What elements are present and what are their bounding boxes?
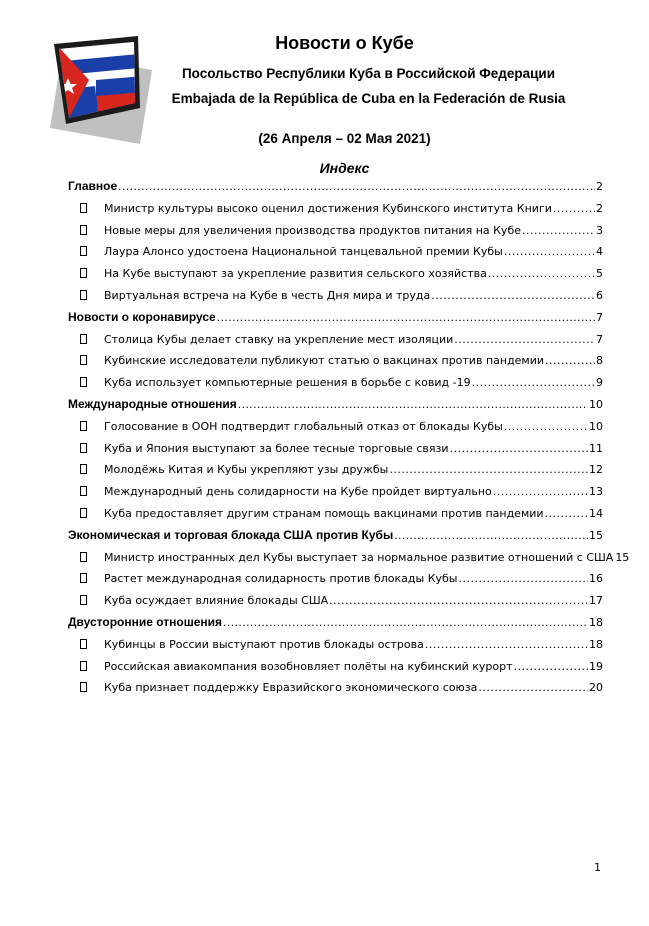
toc-item[interactable] — [68, 634, 603, 656]
toc-item[interactable] — [68, 241, 603, 263]
toc-page-number: 20 — [589, 681, 603, 695]
toc-leader — [394, 525, 588, 547]
bullet-box-icon — [80, 486, 87, 496]
embassy-name-es: Embajada de la República de Cuba en la Federación de Rusia — [171, 91, 566, 106]
date-range: (26 Апреля – 02 Мая 2021) — [258, 131, 431, 146]
toc-leader — [449, 438, 588, 460]
toc-leader — [545, 350, 595, 372]
toc-page-number: 19 — [589, 659, 603, 673]
toc-leader — [329, 590, 588, 612]
toc-page-number: 14 — [589, 506, 603, 520]
bullet-box-icon — [80, 246, 87, 256]
toc-page-number: 13 — [589, 485, 603, 499]
toc-leader — [223, 612, 588, 634]
toc-page-number: 7 — [596, 332, 603, 346]
toc-item[interactable] — [68, 416, 603, 438]
toc-page-number: 5 — [596, 267, 603, 281]
toc-item-title: Столица Кубы делает ставку на укрепление мест изоляции — [104, 332, 454, 346]
toc-page-number: 10 — [589, 419, 603, 433]
toc-leader — [217, 307, 595, 329]
toc-page-number: 10 — [589, 397, 603, 411]
toc-leader — [488, 263, 595, 285]
toc-item-title: Растет международная солидарность против блокады Кубы — [104, 572, 458, 586]
toc-section-title: Международные отношения — [68, 396, 237, 411]
bullet-box-icon — [80, 552, 87, 562]
bullet-box-icon — [80, 421, 87, 431]
toc-section[interactable] — [68, 394, 603, 416]
toc-item-title: Новые меры для увеличения производства продуктов питания на Кубе — [104, 223, 521, 237]
toc-leader — [553, 198, 595, 220]
toc-leader — [478, 677, 588, 699]
toc-item-title: Молодёжь Китая и Кубы укрепляют узы дружбы — [104, 463, 389, 477]
toc-item[interactable] — [68, 481, 603, 503]
toc-leader — [118, 176, 595, 198]
toc-leader — [514, 656, 588, 678]
toc-page-number: 2 — [596, 180, 603, 193]
toc-page-number: 3 — [596, 223, 603, 237]
toc-section-title: Двусторонние отношения — [68, 614, 223, 629]
toc-section-title: Новости о коронавирусе — [68, 309, 216, 324]
toc-item-title: Министр культуры высоко оценил достижения Кубинского института Книги — [104, 201, 552, 215]
toc-section-title: Главное — [68, 179, 118, 193]
toc-item[interactable] — [68, 198, 603, 220]
bullet-box-icon — [80, 443, 87, 453]
toc-item[interactable] — [68, 220, 603, 242]
toc-section[interactable] — [68, 525, 603, 547]
toc-leader — [504, 416, 588, 438]
toc-item-title: Куба предоставляет другим странам помощь вакцинами против пандемии — [104, 506, 544, 520]
toc-page-number: 7 — [596, 310, 603, 324]
bullet-box-icon — [80, 508, 87, 518]
toc-page-number: 18 — [589, 615, 603, 629]
toc-item[interactable] — [68, 372, 603, 394]
toc-page-number: 2 — [596, 201, 603, 215]
table-of-contents — [68, 176, 630, 699]
toc-leader — [425, 634, 588, 656]
toc-item[interactable] — [68, 438, 603, 460]
toc-page-number: 11 — [589, 441, 603, 455]
bullet-box-icon — [80, 639, 87, 649]
toc-leader — [545, 503, 588, 525]
toc-item-title: Кубинские исследователи публикуют статью о вакцинах против пандемии — [104, 354, 545, 368]
toc-leader — [504, 241, 595, 263]
toc-item-title: Куба осуждает влияние блокады США — [104, 594, 329, 608]
toc-item-title: Куба и Япония выступают за более тесные торговые связи — [104, 441, 449, 455]
toc-page-number: 15 — [615, 550, 630, 564]
toc-item-title: Кубинцы в России выступают против блокады острова — [104, 637, 424, 651]
toc-item-title: Куба признает поддержку Евразийского экономического союза — [104, 681, 478, 695]
toc-page-number: 6 — [596, 288, 603, 302]
embassy-name-ru: Посольство Республики Куба в Российской Федерации — [181, 66, 556, 81]
bullet-box-icon — [80, 595, 87, 605]
toc-item[interactable] — [68, 329, 603, 351]
bullet-box-icon — [80, 377, 87, 387]
page-number: 1 — [594, 861, 601, 874]
toc-item[interactable] — [68, 677, 603, 699]
toc-page-number: 16 — [589, 572, 603, 586]
toc-item-title: Российская авиакомпания возобновляет полёты на кубинский курорт — [104, 659, 513, 673]
toc-page-number: 15 — [589, 528, 603, 542]
toc-page-number: 8 — [596, 354, 603, 368]
bullet-box-icon — [80, 464, 87, 474]
toc-leader — [458, 568, 588, 590]
toc-item-title: Международный день солидарности на Кубе пройдет виртуально — [104, 485, 492, 499]
bullet-box-icon — [80, 682, 87, 692]
toc-item[interactable] — [68, 656, 603, 678]
toc-leader — [493, 481, 588, 503]
toc-item[interactable] — [68, 350, 603, 372]
bullet-box-icon — [80, 225, 87, 235]
toc-section[interactable] — [68, 612, 603, 634]
toc-page-number: 9 — [596, 376, 603, 390]
toc-item[interactable] — [68, 285, 603, 307]
bullet-box-icon — [80, 573, 87, 583]
toc-item-title: Министр иностранных дел Кубы выступает за нормальное развитие отношений с США — [104, 550, 614, 564]
toc-leader — [472, 372, 595, 394]
toc-item-title: Виртуальная встреча на Кубе в честь Дня мира и труда — [104, 288, 431, 302]
toc-item-title: Куба использует компьютерные решения в борьбе с ковид -19 — [104, 376, 471, 390]
toc-leader — [431, 285, 595, 307]
page-title: Новости о Кубе — [275, 33, 414, 53]
toc-item[interactable] — [68, 503, 603, 525]
bullet-box-icon — [80, 203, 87, 213]
toc-section[interactable] — [68, 176, 603, 198]
toc-leader — [389, 459, 588, 481]
toc-section-title: Экономическая и торговая блокада США против Кубы — [68, 527, 394, 542]
toc-item[interactable] — [68, 590, 603, 612]
toc-item[interactable] — [68, 459, 603, 481]
toc-page-number: 17 — [589, 594, 603, 608]
toc-item-title: На Кубе выступают за укрепление развития сельского хозяйства — [104, 267, 487, 281]
toc-item[interactable] — [68, 568, 603, 590]
bullet-box-icon — [80, 355, 87, 365]
toc-leader — [454, 329, 595, 351]
bullet-box-icon — [80, 268, 87, 278]
toc-section[interactable] — [68, 307, 603, 329]
toc-item-title: Лаура Алонсо удостоена Национальной танцевальной премии Кубы — [104, 245, 503, 259]
toc-item[interactable] — [68, 547, 630, 569]
toc-item-title: Голосование в ООН подтвердит глобальный отказ от блокады Кубы — [104, 419, 503, 433]
toc-page-number: 18 — [589, 637, 603, 651]
index-title: Индекс — [319, 160, 370, 176]
toc-leader — [238, 394, 588, 416]
toc-page-number: 4 — [596, 245, 603, 259]
toc-leader — [522, 220, 595, 242]
bullet-box-icon — [80, 334, 87, 344]
toc-item[interactable] — [68, 263, 603, 285]
bullet-box-icon — [80, 661, 87, 671]
toc-page-number: 12 — [589, 463, 603, 477]
bullet-box-icon — [80, 290, 87, 300]
